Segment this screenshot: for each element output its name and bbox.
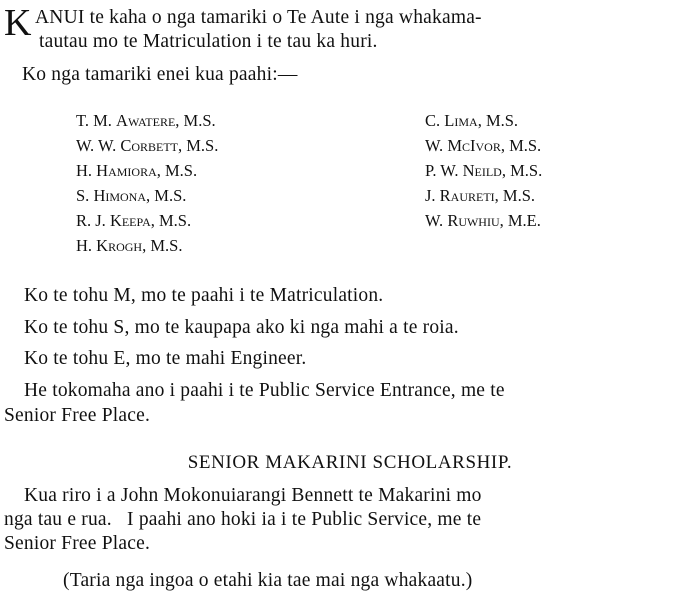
para1-line-1: He tokomaha ano i paahi i te Public Service Entrance, me te [24, 380, 505, 401]
name-suffix: , M.S. [477, 111, 519, 130]
name-entry [425, 158, 542, 183]
name-initials: T. M. [76, 111, 112, 130]
name-entry [76, 233, 218, 258]
name-suffix: , M.S. [494, 186, 536, 205]
name-initials: J. [425, 186, 436, 205]
para2-line-1: Kua riro i a John Mokonuiarangi Bennett te Makarini mo [24, 485, 482, 506]
name-surname: Himona [93, 186, 147, 205]
name-entry [76, 158, 218, 183]
name-surname: Hamiora [96, 161, 157, 180]
name-initials: W. [425, 136, 444, 155]
name-entry [425, 183, 542, 208]
name-initials: R. J. [76, 211, 106, 230]
name-entry [76, 183, 218, 208]
name-entry [76, 133, 218, 158]
name-initials: H. [76, 236, 93, 255]
name-initials: W. [425, 211, 444, 230]
note-s: Ko te tohu S, mo te kaupapa ako ki nga mahi a te roia. [24, 317, 459, 338]
name-initials: S. [76, 186, 90, 205]
name-initials: W. W. [76, 136, 117, 155]
para1-line-2: Senior Free Place. [4, 405, 151, 426]
note-e: Ko te tohu E, mo te mahi Engineer. [24, 348, 307, 369]
name-surname: McIvor [447, 136, 501, 155]
intro-lead: Ko nga tamariki enei kua paahi:— [22, 64, 298, 85]
name-initials: H. [76, 161, 93, 180]
name-initials: P. W. [425, 161, 459, 180]
name-initials: C. [425, 111, 441, 130]
name-suffix: , M.E. [499, 211, 541, 230]
name-entry [425, 133, 542, 158]
name-surname: Corbett [120, 136, 178, 155]
section-heading: SENIOR MAKARINI SCHOLARSHIP. [187, 452, 513, 473]
name-surname: Lima [444, 111, 478, 130]
name-suffix: , M.S. [501, 161, 543, 180]
name-entry [425, 208, 542, 233]
drop-cap: K [4, 2, 32, 44]
para2-line-3: Senior Free Place. [4, 533, 151, 554]
name-suffix: , M.S. [150, 211, 192, 230]
name-suffix: , M.S. [156, 161, 198, 180]
names-list-right [425, 108, 542, 233]
name-suffix: , M.S. [142, 236, 183, 255]
name-suffix: , M.S. [178, 136, 219, 155]
name-surname: Raureti [439, 186, 495, 205]
name-entry [76, 208, 218, 233]
name-suffix: , M.S. [500, 136, 542, 155]
intro-line-2: tautau mo te Matriculation i te tau ka huri. [39, 31, 378, 52]
name-surname: Ruwhiu [447, 211, 500, 230]
name-suffix: , M.S. [175, 111, 216, 130]
name-surname: Keepa [109, 211, 151, 230]
name-surname: Neild [462, 161, 502, 180]
note-m: Ko te tohu M, mo te paahi i te Matriculation. [24, 285, 384, 306]
name-entry [76, 108, 218, 133]
footer-note: (Taria nga ingoa o etahi kia tae mai nga whakaatu.) [63, 570, 473, 591]
name-surname: Awatere [116, 111, 176, 130]
name-entry [425, 108, 542, 133]
intro-line-1: ANUI te kaha o nga tamariki o Te Aute i nga whakama- [35, 7, 482, 28]
name-surname: Krogh [96, 236, 143, 255]
name-suffix: , M.S. [146, 186, 187, 205]
names-list-left [76, 108, 218, 258]
para2-line-2: nga tau e rua. I paahi ano hoki ia i te Public Service, me te [4, 509, 482, 530]
